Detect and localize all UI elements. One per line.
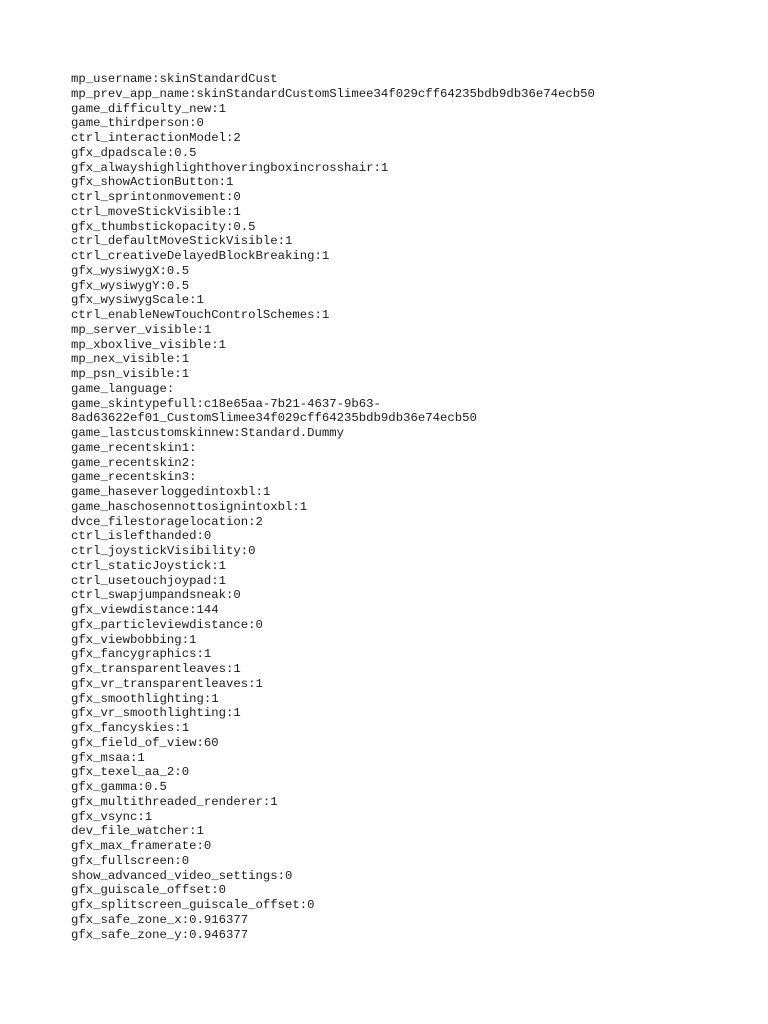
option-line: gfx_texel_aa_2:0 — [71, 765, 190, 780]
option-line: gfx_guiscale_offset:0 — [71, 883, 226, 898]
option-line: gfx_transparentleaves:1 — [71, 662, 241, 676]
option-line: ctrl_interactionModel:2 — [71, 131, 241, 145]
option-line: show_advanced_video_settings:0 — [71, 868, 293, 883]
option-line: dev_file_watcher:1 — [71, 824, 204, 839]
option-line: game_recentskin1: — [71, 440, 197, 455]
option-line: gfx_wysiwygY:0.5 — [71, 278, 190, 293]
option-line: gfx_fancygraphics:1 — [71, 647, 212, 662]
option-line: ctrl_defaultMoveStickVisible:1 — [71, 234, 293, 249]
option-line: mp_nex_visible:1 — [71, 352, 190, 367]
option-line: gfx_smoothlighting:1 — [71, 691, 219, 706]
option-line: ctrl_moveStickVisible:1 — [71, 204, 241, 219]
option-line: game_thirdperson:0 — [71, 116, 204, 131]
option-line: gfx_msaa:1 — [71, 750, 145, 765]
option-line: game_language: — [71, 381, 175, 396]
option-line: gfx_vsync:1 — [71, 809, 153, 824]
option-line: game_lastcustomskinnew:Standard.Dummy — [71, 426, 345, 440]
option-line: gfx_field_of_view:60 — [71, 735, 219, 750]
option-line: gfx_dpadscale:0.5 — [71, 145, 197, 160]
option-line: gfx_showActionButton:1 — [71, 175, 234, 190]
option-line: ctrl_swapjumpandsneak:0 — [71, 588, 241, 603]
option-line: gfx_fancyskies:1 — [71, 721, 190, 735]
option-line: gfx_max_framerate:0 — [71, 839, 212, 853]
option-line: gfx_particleviewdistance:0 — [71, 617, 263, 632]
option-line: dvce_filestoragelocation:2 — [71, 514, 263, 529]
option-line: mp_server_visible:1 — [71, 322, 212, 337]
option-line: gfx_viewbobbing:1 — [71, 632, 197, 647]
option-line: game_skintypefull:c18e65aa-7b21-4637-9b63- — [71, 396, 381, 411]
option-line: gfx_fullscreen:0 — [71, 853, 190, 868]
option-line: gfx_splitscreen_guiscale_offset:0 — [71, 898, 315, 912]
option-line: 8ad63622ef01_CustomSlimee34f029cff64235bdb9db36e74ecb50 — [71, 411, 477, 426]
option-line: ctrl_islefthanded:0 — [71, 529, 212, 544]
option-line: gfx_vr_smoothlighting:1 — [71, 706, 241, 721]
option-line: gfx_viewdistance:144 — [71, 603, 219, 617]
option-line: ctrl_enableNewTouchControlSchemes:1 — [71, 308, 330, 322]
option-line: ctrl_creativeDelayedBlockBreaking:1 — [71, 249, 330, 263]
option-line: gfx_wysiwygX:0.5 — [71, 263, 190, 278]
option-line: ctrl_joystickVisibility:0 — [71, 544, 256, 558]
option-line: game_recentskin3: — [71, 470, 197, 485]
options-text-body — [71, 72, 751, 942]
option-line: mp_xboxlive_visible:1 — [71, 337, 226, 352]
option-line: mp_prev_app_name:skinStandardCustomSlimee34f029cff64235bdb9db36e74ecb50 — [71, 86, 595, 101]
option-line: mp_psn_visible:1 — [71, 367, 190, 381]
option-line: gfx_safe_zone_y:0.946377 — [71, 927, 249, 942]
option-line: gfx_vr_transparentleaves:1 — [71, 676, 263, 691]
option-line: gfx_gamma:0.5 — [71, 780, 167, 794]
option-line: ctrl_usetouchjoypad:1 — [71, 573, 226, 588]
option-line: gfx_safe_zone_x:0.916377 — [71, 912, 249, 927]
option-line: ctrl_sprintonmovement:0 — [71, 190, 241, 204]
option-line: ctrl_staticJoystick:1 — [71, 558, 226, 573]
option-line: gfx_thumbstickopacity:0.5 — [71, 219, 256, 234]
option-line: game_haschosennottosignintoxbl:1 — [71, 499, 308, 514]
option-line: gfx_alwayshighlighthoveringboxincrosshair:1 — [71, 160, 389, 175]
option-line: gfx_multithreaded_renderer:1 — [71, 794, 278, 809]
option-line: mp_username:skinStandardCust — [71, 72, 278, 86]
option-line: game_difficulty_new:1 — [71, 101, 226, 116]
option-line: game_haseverloggedintoxbl:1 — [71, 485, 271, 499]
option-line: gfx_wysiwygScale:1 — [71, 293, 204, 308]
option-line: game_recentskin2: — [71, 455, 197, 470]
